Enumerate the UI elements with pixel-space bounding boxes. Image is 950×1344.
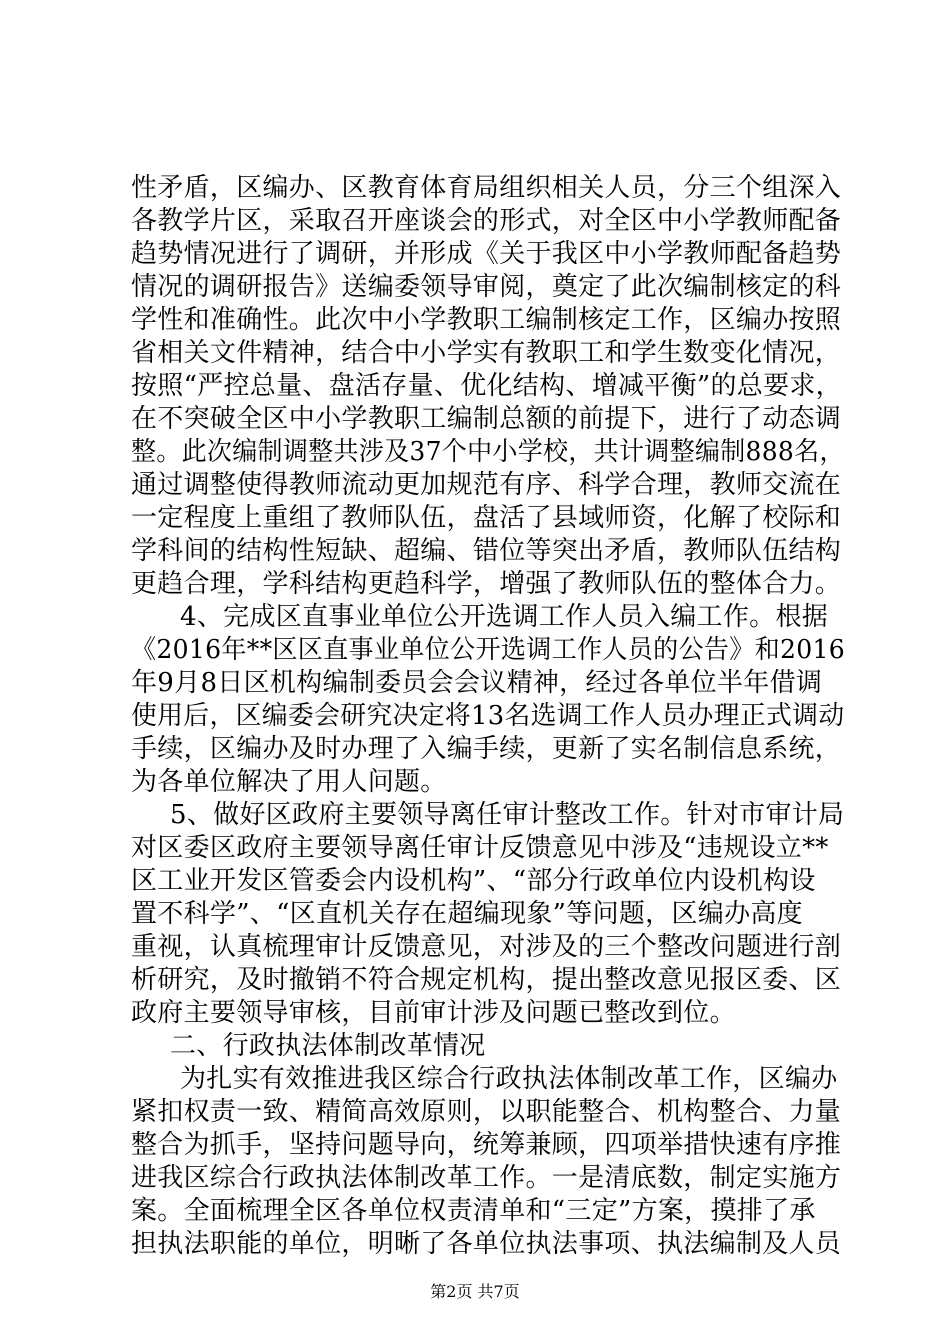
text-line: 通过调整使得教师流动更加规范有序、科学合理，教师交流在 (131, 470, 842, 500)
text-line: 担执法职能的单位，明晰了各单位执法事项、执法编制及人员 (131, 1229, 842, 1259)
text-line: 整。此次编制调整共涉及37个中小学校，共计调整编制888名， (131, 437, 845, 467)
text-line: 省相关文件精神，结合中小学实有教职工和学生数变化情况， (131, 338, 842, 368)
text-line: 年9月8日区机构编制委员会会议精神，经过各单位半年借调 (131, 668, 823, 698)
text-line: 整合为抓手，坚持问题导向，统筹兼顾，四项举措快速有序推 (131, 1130, 842, 1160)
text-line: 进我区综合行政执法体制改革工作。一是清底数，制定实施方 (131, 1163, 842, 1193)
paragraph-heading: 5、做好区政府主要领导离任审计整改工作。针对市审计局 (170, 800, 845, 830)
text-line: 手续，区编办及时办理了入编手续，更新了实名制信息系统， (131, 734, 842, 764)
text-line: 《2016年**区区直事业单位公开选调工作人员的公告》和2016 (131, 635, 845, 665)
text-line: 政府主要领导审核，目前审计涉及问题已整改到位。 (131, 998, 736, 1028)
text-line: 各教学片区，采取召开座谈会的形式，对全区中小学教师配备 (131, 206, 842, 236)
text-line: 更趋合理，学科结构更趋科学，增强了教师队伍的整体合力。 (131, 569, 842, 599)
text-line: 一定程度上重组了教师队伍，盘活了县域师资，化解了校际和 (131, 503, 842, 533)
text-line: 在不突破全区中小学教职工编制总额的前提下，进行了动态调 (131, 404, 842, 434)
text-line: 为扎实有效推进我区综合行政执法体制改革工作，区编办 (180, 1064, 838, 1094)
text-line: 情况的调研报告》送编委领导审阅，奠定了此次编制核定的科 (131, 272, 842, 302)
text-line: 案。全面梳理全区各单位权责清单和“三定”方案，摸排了承 (131, 1196, 816, 1226)
text-line: 使用后，区编委会研究决定将13名选调工作人员办理正式调动 (131, 701, 845, 731)
paragraph-heading: 4、完成区直事业单位公开选调工作人员入编工作。根据 (180, 602, 829, 632)
text-line: 区工业开发区管委会内设机构”、“部分行政单位内设机构设 (131, 866, 816, 896)
text-line: 学科间的结构性短缺、超编、错位等突出矛盾，教师队伍结构 (131, 536, 842, 566)
text-line: 按照“严控总量、盘活存量、优化结构、增减平衡”的总要求， (131, 371, 842, 401)
text-line: 趋势情况进行了调研，并形成《关于我区中小学教师配备趋势 (131, 239, 842, 269)
text-line: 紧扣权责一致、精简高效原则，以职能整合、机构整合、力量 (131, 1097, 842, 1127)
text-line: 性矛盾，区编办、区教育体育局组织相关人员，分三个组深入 (131, 173, 842, 203)
text-line: 为各单位解决了用人问题。 (131, 767, 447, 797)
text-line: 置不科学”、“区直机关存在超编现象”等问题，区编办高度 (131, 899, 803, 929)
section-heading: 二、行政执法体制改革情况 (170, 1031, 486, 1061)
text-line: 学性和准确性。此次中小学教职工编制核定工作，区编办按照 (131, 305, 842, 335)
text-line: 对区委区政府主要领导离任审计反馈意见中涉及“违规设立** (131, 833, 829, 863)
text-line: 析研究，及时撤销不符合规定机构，提出整改意见报区委、区 (131, 965, 842, 995)
text-line: 重视，认真梳理审计反馈意见，对涉及的三个整改问题进行剖 (131, 932, 842, 962)
page-number-footer: 第2页 共7页 (430, 1282, 520, 1301)
